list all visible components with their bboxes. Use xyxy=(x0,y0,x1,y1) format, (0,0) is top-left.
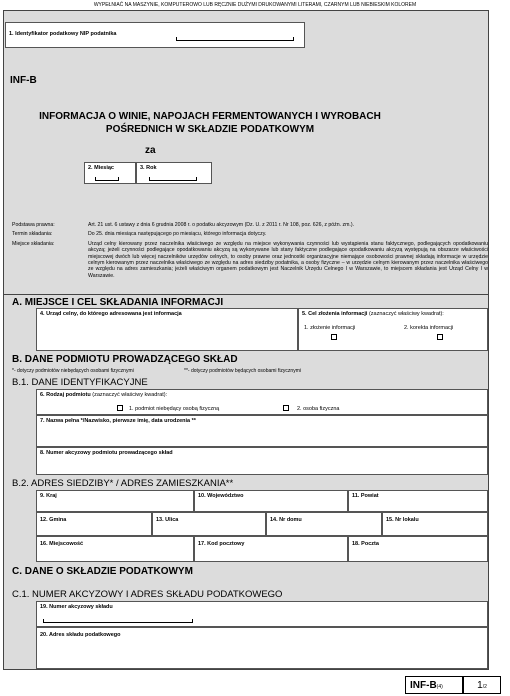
field5-note: (zaznaczyć właściwy kwadrat): xyxy=(368,311,444,317)
city-field[interactable] xyxy=(36,536,194,562)
footer-pages: /2 xyxy=(482,684,487,690)
field19-ticks xyxy=(43,619,193,623)
field6-opt1: 1. podmiot niebędący osobą fizyczną xyxy=(129,406,220,412)
note-nonphysical: *- dotyczy podmiotów niebędących osobami fizycznymi xyxy=(12,368,134,374)
section-c-title: C. DANE O SKŁADZIE PODATKOWYM xyxy=(12,566,193,577)
nip-label: 1. Identyfikator podatkowy NIP podatnika xyxy=(9,31,117,37)
non-physical-checkbox[interactable] xyxy=(117,405,123,411)
submit-checkbox[interactable] xyxy=(331,334,337,340)
month-label: 2. Miesiąc xyxy=(88,165,114,171)
nip-ticks xyxy=(176,37,294,41)
field18-label: 18. Poczta xyxy=(352,541,379,547)
opt2-label: 2. korekta informacji xyxy=(404,325,454,331)
b2-title: B.2. ADRES SIEDZIBY* / ADRES ZAMIESZKANIA** xyxy=(12,478,234,489)
excise-number-field[interactable] xyxy=(36,447,488,475)
field12-label: 12. Gmina xyxy=(40,517,67,523)
voivodeship-field[interactable] xyxy=(194,490,348,512)
field19-label: 19. Numer akcyzowy składu xyxy=(40,604,113,610)
year-field[interactable] xyxy=(136,162,212,184)
legal-divider xyxy=(3,294,489,295)
field8-label: 8. Numer akcyzowy podmiotu prowadzącego skład xyxy=(40,450,173,456)
entity-type-field[interactable] xyxy=(36,389,488,415)
b1-title: B.1. DANE IDENTYFIKACYJNE xyxy=(12,377,148,388)
correction-checkbox[interactable] xyxy=(437,334,443,340)
field5-label: 5. Cel złożenia informacji xyxy=(302,311,368,317)
field10-label: 10. Województwo xyxy=(198,493,244,499)
section-b-title: B. DANE PODMIOTU PROWADZĄCEGO SKŁAD xyxy=(12,354,238,365)
nip-field[interactable] xyxy=(5,22,305,48)
form-title xyxy=(5,110,415,136)
field7-label: 7. Nazwa pełna */Nazwisko, pierwsze imię, data urodzenia ** xyxy=(40,418,196,424)
street-field[interactable] xyxy=(152,512,266,536)
month-field[interactable] xyxy=(84,162,136,184)
footer-page: 1 xyxy=(477,680,483,691)
country-field[interactable] xyxy=(36,490,194,512)
postal-code-field[interactable] xyxy=(194,536,348,562)
customs-office-field[interactable] xyxy=(36,308,298,351)
house-number-field[interactable] xyxy=(266,512,382,536)
field13-label: 13. Ulica xyxy=(156,517,179,523)
field9-label: 9. Kraj xyxy=(40,493,57,499)
opt1-label: 1. złożenie informacji xyxy=(304,325,356,331)
apartment-number-field[interactable] xyxy=(382,512,488,536)
field11-label: 11. Powiat xyxy=(352,493,379,499)
header-note: WYPEŁNIAĆ NA MASZYNIE, KOMPUTEROWO LUB RĘCZNIE DUŻYMI DRUKOWANYMI LITERAMI, CZARNYM LUB NIEBIESKIM KOLOREM xyxy=(93,2,417,8)
footer-code: INF-B xyxy=(410,680,437,691)
field20-label: 20. Adres składu podatkowego xyxy=(40,632,121,638)
field15-label: 15. Nr lokalu xyxy=(386,517,419,523)
commune-field[interactable] xyxy=(36,512,152,536)
year-label: 3. Rok xyxy=(140,165,157,171)
basis-text: Art. 21 ust. 6 ustawy z dnia 6 grudnia 2008 r. o podatku akcyzowym (Dz. U. z 2011 r. Nr 108, poz. 626, z późn. zm.). xyxy=(88,222,355,228)
field4-label: 4. Urząd celny, do którego adresowana jest informacja xyxy=(40,311,182,317)
footer-code-box xyxy=(405,676,463,694)
section-a-title: A. MIEJSCE I CEL SKŁADANIA INFORMACJI xyxy=(12,297,224,308)
warehouse-excise-number-field[interactable] xyxy=(36,601,488,627)
title-line2: POŚREDNICH W SKŁADZIE PODATKOWYM xyxy=(105,124,315,135)
field6-note: (zaznaczyć właściwy kwadrat): xyxy=(92,392,168,398)
place-label: Miejsce składania: xyxy=(12,240,55,247)
field16-label: 16. Miejscowość xyxy=(40,541,84,547)
post-office-field[interactable] xyxy=(348,536,488,562)
footer-page-box xyxy=(463,676,501,694)
c1-title: C.1. NUMER AKCYZOWY I ADRES SKŁADU PODATKOWEGO xyxy=(12,589,283,600)
year-ticks xyxy=(149,177,197,181)
field17-label: 17. Kod pocztowy xyxy=(198,541,245,547)
place-text: Urząd celny kierowany przez naczelnika właściwego ze względu na miejsce wykonywania czynności lub wystąpienia stanu faktycznego, podlegających opodatkowaniu akcyzą; jeżeli czynności podlegające opodatkowaniu akcyzą są wykonywane lub stany faktyczne podlegające opodatkowaniu akcyzą występują na obszarze właściwości miejscowej dwóch lub więcej naczelników urzędów celnych, to osoby prawne oraz jednostki organizacyjne niemające osobowości prawnej składają informacje w urzędzie celnym kierowanym przez naczelnika właściwego ze względu na adres siedziby podatnika, a osoby fizyczne – w urzędzie celnym kierowanym przez naczelnika właściwego ze względu na adres zamieszkania; jeżeli właściwym organem podatkowym jest Naczelnik Urzędu Celnego I w Warszawie, to miejscem składania jest Urząd Celny I w Warszawie. xyxy=(88,240,488,279)
field6-label: 6. Rodzaj podmiotu xyxy=(40,392,91,398)
purpose-field[interactable] xyxy=(298,308,488,351)
deadline-text: Do 25. dnia miesiąca następującego po miesiącu, którego informacja dotyczy. xyxy=(88,231,267,238)
za-label: za xyxy=(145,145,156,156)
footer-version: (4) xyxy=(436,684,443,690)
warehouse-address-field[interactable] xyxy=(36,627,488,669)
title-line1: INFORMACJA O WINIE, NAPOJACH FERMENTOWANYCH I WYROBACH xyxy=(39,111,381,122)
field14-label: 14. Nr domu xyxy=(270,517,302,523)
full-name-field[interactable] xyxy=(36,415,488,447)
district-field[interactable] xyxy=(348,490,488,512)
month-ticks xyxy=(95,177,119,181)
legal-block xyxy=(12,222,488,279)
physical-checkbox[interactable] xyxy=(283,405,289,411)
form-code: INF-B xyxy=(10,75,37,86)
note-physical: **- dotyczy podmiotów będących osobami fizycznymi xyxy=(184,368,301,374)
basis-label: Podstawa prawna: xyxy=(12,222,55,228)
deadline-label: Termin składania: xyxy=(12,231,53,238)
field6-opt2: 2. osoba fizyczna xyxy=(297,406,340,412)
